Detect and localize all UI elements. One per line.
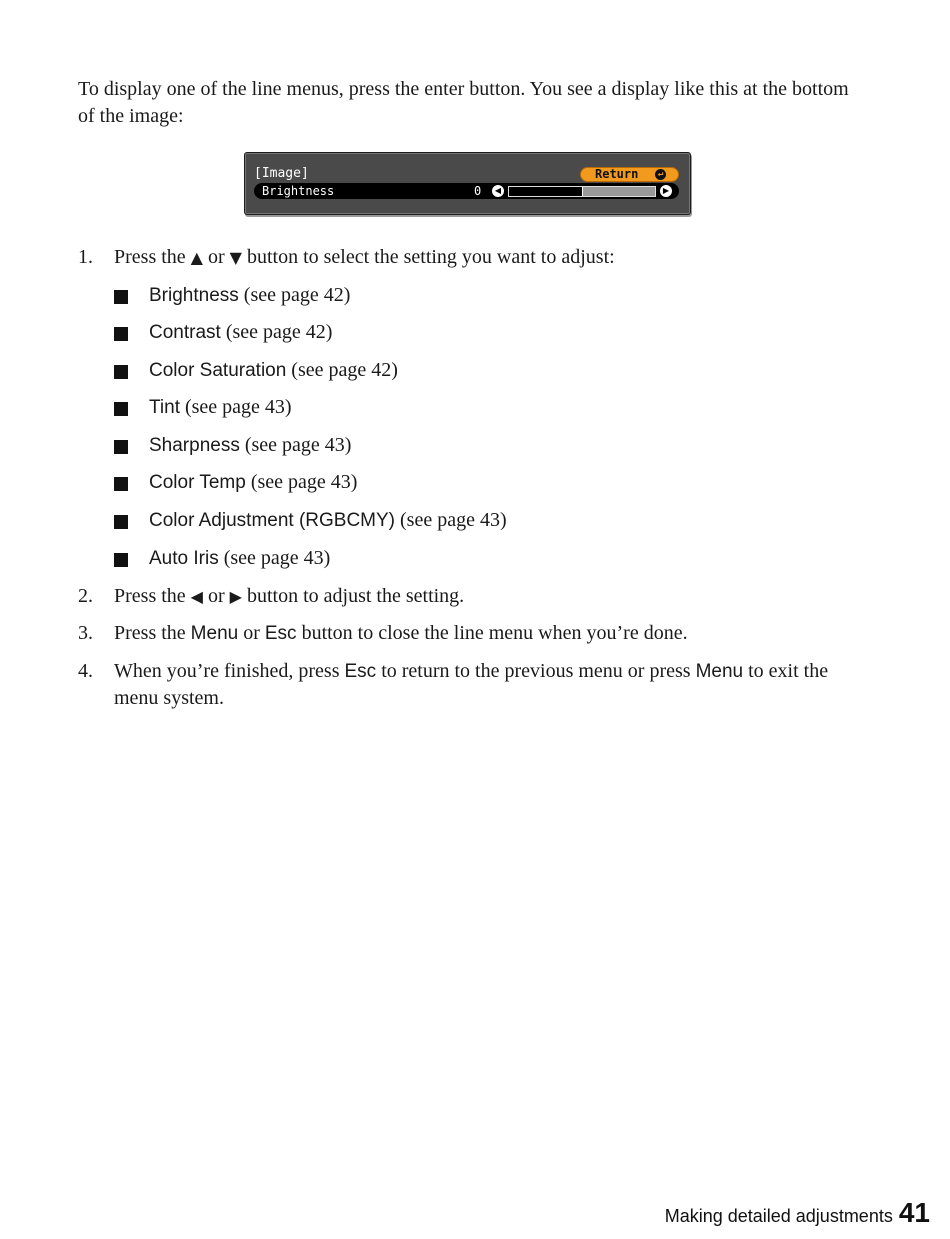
page-reference: (see page 43) [179, 396, 292, 418]
osd-brightness-row [254, 183, 679, 199]
osd-level-bar [508, 186, 656, 197]
right-arrow-icon: ▶ [660, 185, 672, 197]
step-text: Press the Menu or Esc button to close the line menu when you’re done. [114, 622, 688, 644]
setting-name: Tint [149, 397, 180, 418]
osd-level-fill [509, 187, 583, 196]
setting-name: Sharpness [149, 435, 240, 456]
bullet-square-icon [114, 553, 128, 567]
enter-icon: ↵ [655, 169, 666, 180]
osd-row-label: Brightness [262, 184, 335, 198]
page-number: 41 [898, 1197, 930, 1228]
section-title: Making detailed adjustments [664, 1206, 893, 1226]
step-text: Press the ◀ or ▶ button to adjust the setting. [114, 585, 465, 607]
bullet-square-icon [114, 290, 128, 304]
osd-return-label: Return [595, 167, 639, 181]
up-arrow-icon: ▲ [190, 248, 203, 267]
step-text: Press the ▲ or ▼ button to select the setting you want to adjust: [114, 246, 615, 268]
setting-name: Color Temp [149, 472, 246, 493]
setting-name: Contrast [149, 322, 221, 343]
menu-button-name: Menu [695, 661, 744, 682]
left-arrow-icon: ◀ [190, 587, 203, 606]
esc-button-name: Esc [264, 623, 297, 644]
page-reference: (see page 42) [238, 284, 351, 306]
setting-name: Color Adjustment (RGBCMY) [149, 510, 396, 531]
osd-menu-title: [Image] [254, 166, 309, 181]
bullet-square-icon [114, 440, 128, 454]
page-reference: (see page 43) [239, 434, 352, 456]
setting-name: Color Saturation [149, 360, 287, 381]
line-menu-screenshot [244, 152, 691, 215]
step-number: 1. [78, 246, 93, 268]
bullet-square-icon [114, 327, 128, 341]
osd-row-value: 0 [474, 184, 482, 198]
page-reference: (see page 43) [245, 471, 358, 493]
down-arrow-icon: ▼ [229, 248, 242, 267]
osd-return-button [580, 167, 679, 182]
bullet-square-icon [114, 402, 128, 416]
bullet-square-icon [114, 515, 128, 529]
page-reference: (see page 43) [395, 509, 507, 531]
step-number: 4. [78, 660, 93, 682]
menu-button-name: Menu [190, 623, 239, 644]
step-number: 2. [78, 585, 93, 607]
page-reference: (see page 43) [218, 547, 331, 569]
right-arrow-icon: ▶ [229, 587, 242, 606]
page-reference: (see page 42) [286, 359, 398, 381]
step-number: 3. [78, 622, 93, 644]
page-reference: (see page 42) [220, 321, 333, 343]
setting-name: Auto Iris [149, 548, 219, 569]
step-text: When you’re finished, press Esc to return to the previous menu or press Menu to exit the menu system. [114, 660, 829, 709]
esc-button-name: Esc [344, 661, 377, 682]
bullet-square-icon [114, 477, 128, 491]
left-arrow-icon: ◀ [492, 185, 504, 197]
setting-name: Brightness [149, 285, 239, 306]
page-footer [665, 1197, 930, 1229]
bullet-square-icon [114, 365, 128, 379]
intro-paragraph: To display one of the line menus, press the enter button. You see a display like this at the bottom of the image: [78, 78, 849, 127]
